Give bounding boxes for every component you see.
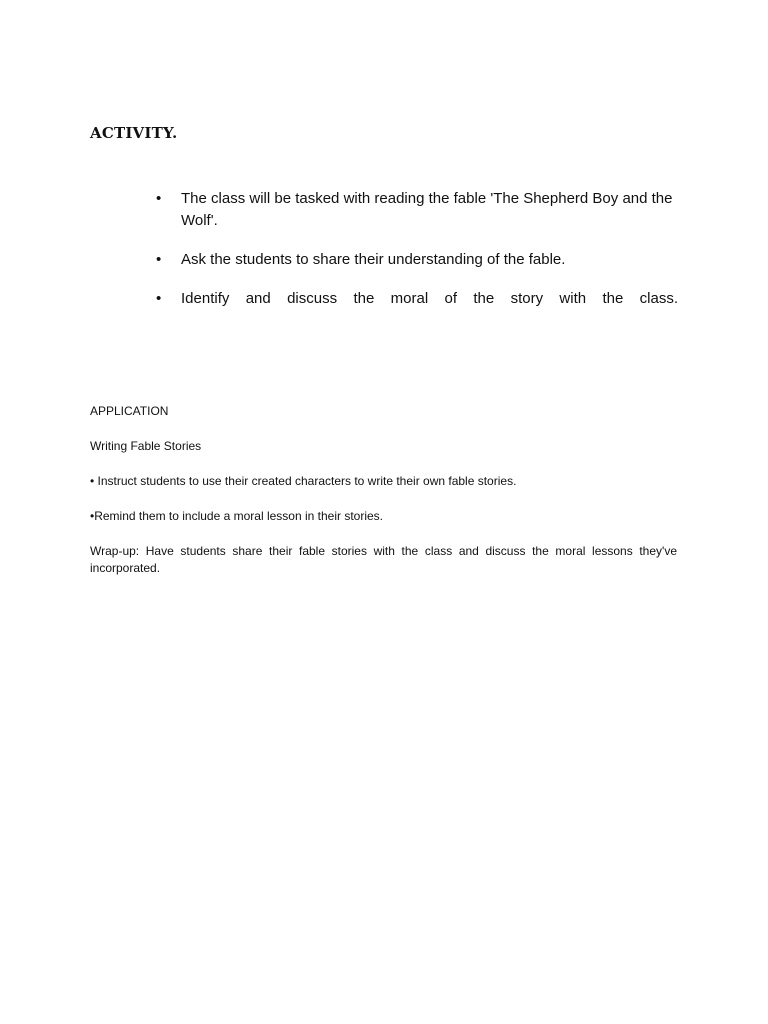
bullet-icon: • <box>156 251 162 268</box>
activity-item-text: Ask the students to share their understanding of the fable. <box>181 251 566 268</box>
application-heading: APPLICATION <box>90 404 169 418</box>
bullet-icon: • <box>156 290 162 307</box>
activity-list <box>156 188 678 327</box>
wrap-up-paragraph: Wrap-up: Have students share their fable stories with the class and discuss the moral lessons they've incorporated. <box>90 544 677 575</box>
application-subheading: Writing Fable Stories <box>90 439 202 453</box>
application-point: •Remind them to include a moral lesson in their stories. <box>90 509 383 523</box>
bullet-icon: • <box>156 190 162 207</box>
activity-item-text: Identify and discuss the moral of the story with the class. <box>181 290 678 307</box>
activity-list-item <box>156 288 678 310</box>
activity-list-item <box>156 249 678 271</box>
activity-list-item <box>156 188 678 232</box>
activity-item-text: The class will be tasked with reading the fable 'The Shepherd Boy and the Wolf'. <box>181 190 673 229</box>
application-section <box>90 403 677 595</box>
application-point: • Instruct students to use their created characters to write their own fable stories. <box>90 474 517 488</box>
activity-heading: ACTIVITY. <box>90 124 178 142</box>
